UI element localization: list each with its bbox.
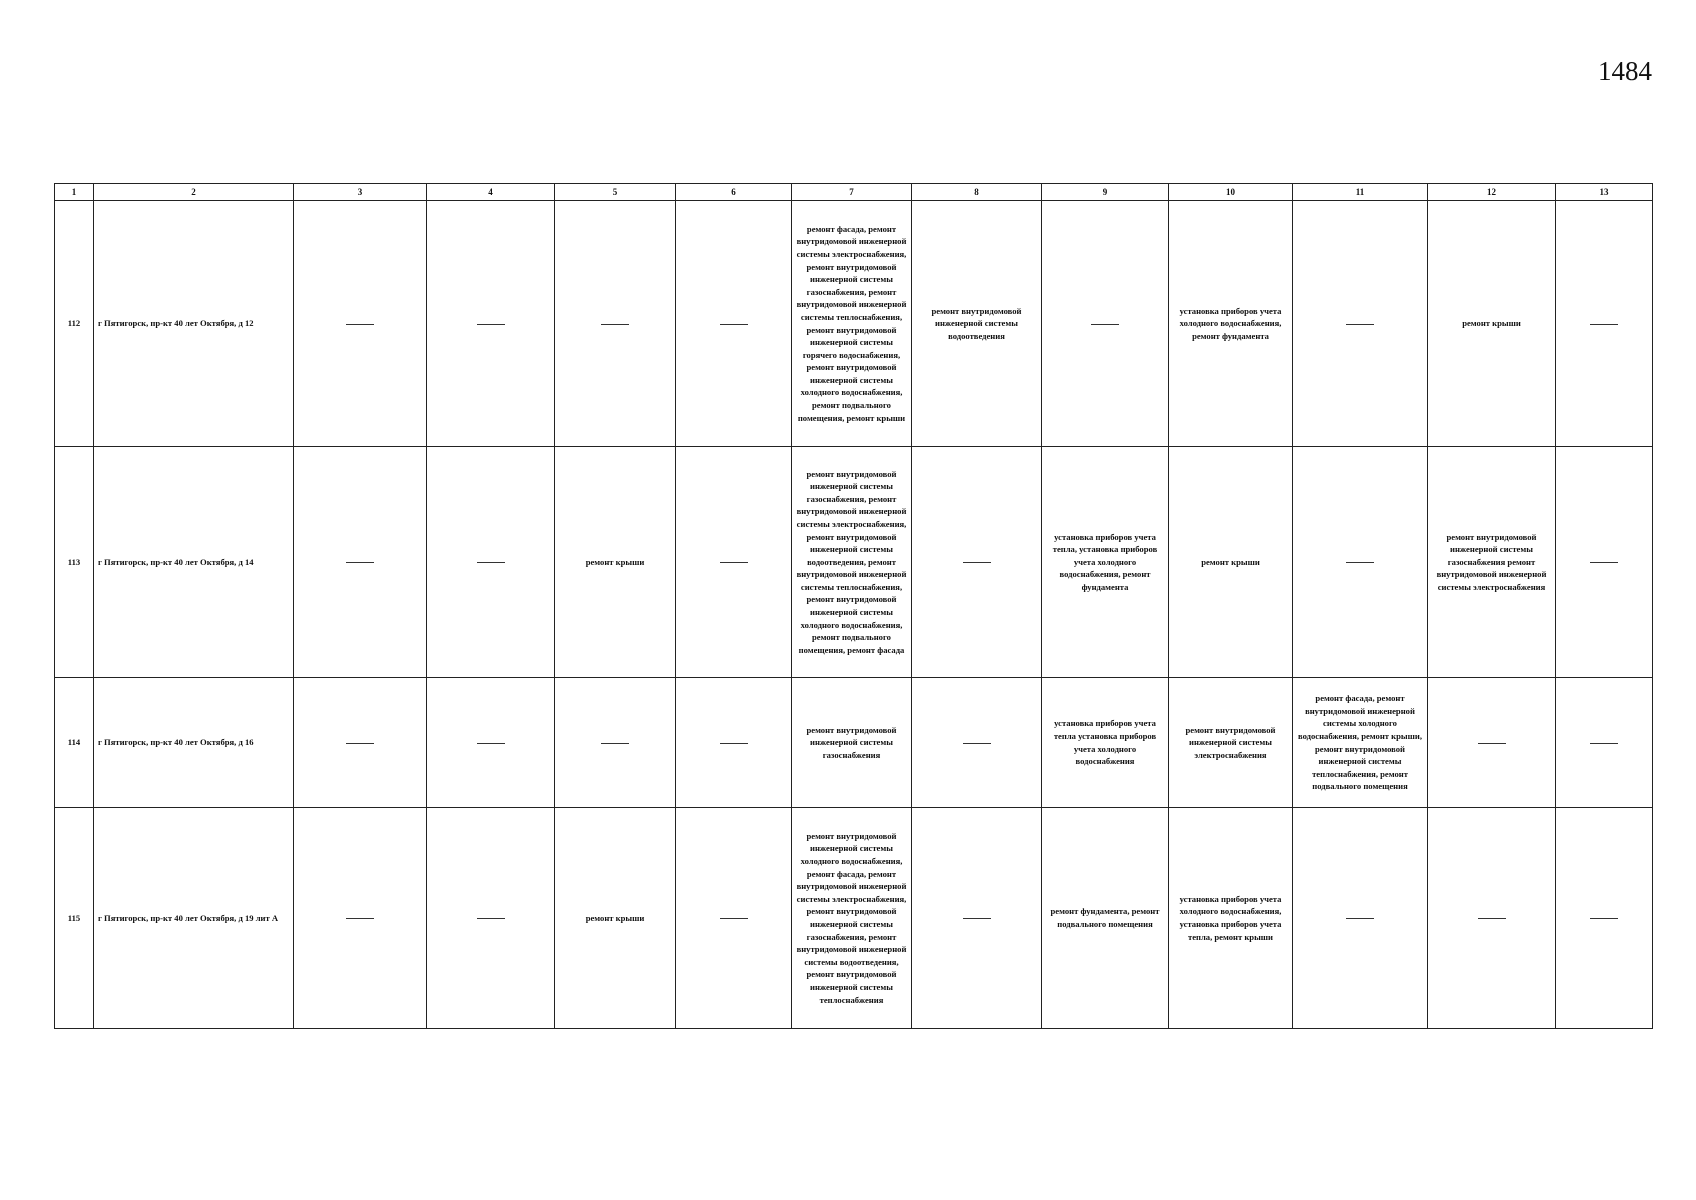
dash-mark [346,918,374,919]
address-cell: г Пятигорск, пр-кт 40 лет Октября, д 12 [94,201,294,447]
empty-cell [1293,808,1428,1029]
work-cell: установка приборов учета холодного водоснабжения, установка приборов учета тепла, ремонт крыши [1169,808,1293,1029]
row-number: 115 [55,808,94,1029]
address-cell: г Пятигорск, пр-кт 40 лет Октября, д 14 [94,447,294,678]
empty-cell [676,678,792,808]
work-cell: ремонт крыши [555,447,676,678]
dash-mark [1478,743,1506,744]
empty-cell [427,678,555,808]
work-cell: ремонт внутридомовой инженерной системы водоотведения [912,201,1042,447]
column-header: 1 [55,184,94,201]
dash-mark [1091,324,1119,325]
column-header: 8 [912,184,1042,201]
empty-cell [1556,808,1653,1029]
dash-mark [346,324,374,325]
dash-mark [720,324,748,325]
empty-cell [427,808,555,1029]
work-cell: ремонт внутридомовой инженерной системы газоснабжения, ремонт внутридомовой инженерной системы электроснабжения, ремонт внутридомовой инженерной системы водоотведения, ремонт внутридомовой инженерной системы теплоснабжения, ремонт внутридомовой инженерной системы холодного водоснабжения, ремонт подвального помещения, ремонт фасада [792,447,912,678]
dash-mark [1590,562,1618,563]
dash-mark [346,562,374,563]
column-header: 4 [427,184,555,201]
work-cell: ремонт крыши [555,808,676,1029]
empty-cell [912,678,1042,808]
empty-cell [1042,201,1169,447]
column-header: 12 [1428,184,1556,201]
table-row [55,808,1653,1029]
empty-cell [294,201,427,447]
empty-cell [1556,201,1653,447]
work-cell: ремонт фундамента, ремонт подвального помещения [1042,808,1169,1029]
work-cell: установка приборов учета холодного водоснабжения, ремонт фундамента [1169,201,1293,447]
empty-cell [676,808,792,1029]
dash-mark [1590,743,1618,744]
dash-mark [477,918,505,919]
work-cell: ремонт фасада, ремонт внутридомовой инженерной системы электроснабжения, ремонт внутридомовой инженерной системы газоснабжения, ремонт внутридомовой инженерной системы теплоснабжения, ремонт внутридомовой инженерной системы горячего водоснабжения, ремонт внутридомовой инженерной системы холодного водоснабжения, ремонт подвального помещения, ремонт крыши [792,201,912,447]
empty-cell [912,447,1042,678]
empty-cell [555,678,676,808]
empty-cell [1428,678,1556,808]
column-header: 5 [555,184,676,201]
column-header: 13 [1556,184,1653,201]
empty-cell [912,808,1042,1029]
column-header: 9 [1042,184,1169,201]
empty-cell [294,678,427,808]
column-header: 6 [676,184,792,201]
work-cell: ремонт фасада, ремонт внутридомовой инженерной системы холодного водоснабжения, ремонт крыши, ремонт внутридомовой инженерной системы теплоснабжения, ремонт подвального помещения [1293,678,1428,808]
dash-mark [720,918,748,919]
dash-mark [1346,324,1374,325]
empty-cell [294,447,427,678]
empty-cell [1556,447,1653,678]
dash-mark [720,562,748,563]
row-number: 114 [55,678,94,808]
dash-mark [1590,324,1618,325]
dash-mark [601,324,629,325]
work-cell: ремонт крыши [1428,201,1556,447]
dash-mark [720,743,748,744]
table-row [55,201,1653,447]
work-cell: ремонт крыши [1169,447,1293,678]
table-row [55,678,1653,808]
dash-mark [477,562,505,563]
dash-mark [1346,918,1374,919]
address-cell: г Пятигорск, пр-кт 40 лет Октября, д 16 [94,678,294,808]
row-number: 113 [55,447,94,678]
empty-cell [427,201,555,447]
column-header: 2 [94,184,294,201]
repair-schedule-table [54,183,1653,1029]
dash-mark [963,562,991,563]
dash-mark [1346,562,1374,563]
work-cell: ремонт внутридомовой инженерной системы электроснабжения [1169,678,1293,808]
column-header: 11 [1293,184,1428,201]
work-cell: установка приборов учета тепла установка приборов учета холодного водоснабжения [1042,678,1169,808]
column-header: 7 [792,184,912,201]
empty-cell [555,201,676,447]
address-cell: г Пятигорск, пр-кт 40 лет Октября, д 19 лит А [94,808,294,1029]
empty-cell [294,808,427,1029]
dash-mark [346,743,374,744]
empty-cell [1293,447,1428,678]
empty-cell [427,447,555,678]
dash-mark [601,743,629,744]
work-cell: установка приборов учета тепла, установка приборов учета холодного водоснабжения, ремонт фундамента [1042,447,1169,678]
empty-cell [1556,678,1653,808]
empty-cell [1428,808,1556,1029]
table-row [55,447,1653,678]
empty-cell [676,447,792,678]
dash-mark [1478,918,1506,919]
work-cell: ремонт внутридомовой инженерной системы холодного водоснабжения, ремонт фасада, ремонт внутридомовой инженерной системы электроснабжения, ремонт внутридомовой инженерной системы газоснабжения, ремонт внутридомовой инженерной системы водоотведения, ремонт внутридомовой инженерной системы теплоснабжения [792,808,912,1029]
work-cell: ремонт внутридомовой инженерной системы газоснабжения [792,678,912,808]
dash-mark [963,918,991,919]
dash-mark [477,324,505,325]
column-header: 10 [1169,184,1293,201]
row-number: 112 [55,201,94,447]
work-cell: ремонт внутридомовой инженерной системы газоснабжения ремонт внутридомовой инженерной системы электроснабжения [1428,447,1556,678]
empty-cell [1293,201,1428,447]
empty-cell [676,201,792,447]
dash-mark [1590,918,1618,919]
column-header: 3 [294,184,427,201]
page-number: 1484 [1598,56,1652,86]
dash-mark [477,743,505,744]
header-row [55,184,1653,201]
dash-mark [963,743,991,744]
